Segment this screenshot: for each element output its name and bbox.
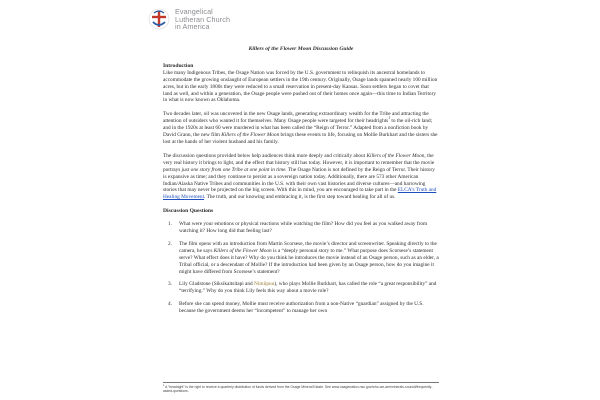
- question-item: [163, 281, 439, 295]
- emphasis-text: just one story from one Tribe at one point in time.: [181, 166, 287, 173]
- truth-healing-link[interactable]: ELCA’s Truth and Healing Movement: [163, 187, 437, 201]
- question-number: 4.: [168, 301, 172, 308]
- intro-paragraph-2: [163, 111, 439, 146]
- question-number: 3.: [168, 281, 172, 288]
- film-title: Killers of the Flower Moon: [213, 247, 272, 254]
- intro-p3-text-c: The Osage Nation is not defined by the Reign of Terror. Their history is expansive as time; and they continue to persist as a sovereign nation today. Additionally, there are 573 other American Indian/Alaska Native Tribes and communities in the U.S. with their own vast histories and diverse cultures—and harrowing stories that may never be projected on the big screen. With this in mind, you are encouraged to take part in the: [163, 166, 435, 194]
- intro-p3-text-d: . The truth, and our knowing and embracing it, is the first step toward healing for all of us.: [204, 194, 396, 201]
- elca-logo: [148, 8, 230, 31]
- question-text: ), who plays Mollie Burkhart, has called the role “a great responsibility” and “terrifying.” Why do you think Lily feels this way about a movie role?: [179, 281, 437, 295]
- question-text: The film opens with an introduction from Martin Scorsese, the movie’s director and screenwriter. Speaking directly to the camera, he says: [179, 240, 437, 254]
- intro-p2-text-b: to the oil-rich land; and in the 1920s at least 60 were murdered in what has been called the “Reign of Terror.” Adapted from a nonfiction book by David Grann, the new film: [163, 118, 433, 139]
- question-item: [163, 301, 439, 315]
- logo-line-3: in America: [175, 22, 210, 32]
- question-text: Lily Gladstone (Siksikaitsitapi and: [179, 281, 255, 288]
- tribe-name: Nimiipuu: [254, 281, 275, 288]
- intro-paragraph-1: Like many Indigenous Tribes, the Osage Nation was forced by the U.S. government to relinquish its ancestral homelands to accommodate the growing onslaught of European settlers in the 19th century. Originally, Osage lands spanned nearly 100 million acres, but in the early 1800s they were reduced to a small reservation in present-day Kansas. Soon settlers began to covet that land as well, and within a generation, the Osage people were pushed out of their homes once again—this time to Indian Territory in what is now known as Oklahoma.: [163, 69, 438, 104]
- question-text: is a “deeply personal story to me.” What purpose does Scorsese’s statement serve? What effect does it have? Why do you think he introduces the movie instead of an Osage person, such as an elder, a Tribal official, or a descendant of Mollie? If the introduction had been given by an Osage person, how do you imagine it might have differed from Scorsese’s statement?: [179, 247, 439, 275]
- document-body: [163, 46, 439, 321]
- footnote: [163, 382, 439, 394]
- question-text: Before she can spend money, Mollie must receive authorization from a non-Native “guardian” assigned by the U.S. because the government deems her “incompetent” to manage her own: [179, 301, 424, 315]
- footnote-number: 1: [163, 383, 165, 387]
- logo-line-2: Lutheran Church: [175, 14, 231, 24]
- question-item: [163, 241, 439, 276]
- intro-p2-text-a: Two decades later, oil was uncovered in the new Osage lands, generating extraordinary wealth for the Tribe and attracting the attention of outsiders who wanted it for themselves. Many Osage people were targeted for their headrights: [163, 111, 429, 125]
- introduction-heading: Introduction: [163, 62, 194, 69]
- film-title: Killers of the Flower Moon,: [366, 152, 426, 159]
- question-number: 1.: [168, 221, 172, 228]
- questions-list: [163, 221, 439, 315]
- logo-line-1: Evangelical: [175, 7, 213, 16]
- footnote-ref[interactable]: 1: [388, 116, 391, 121]
- footnote-text: A “headright” is the right to receive a quarterly distribution of funds derived from the Osage Mineral Estate. See www.osagenation-nsn.gov/who-we-are/minerals-council/frequently-asked-questions.: [163, 385, 433, 394]
- intro-p3-text-b: the very real history it brings to light, and the effect that history still has today. However, it is important to remember that the movie portrays: [163, 152, 435, 173]
- discussion-questions-heading: Discussion Questions: [163, 208, 214, 215]
- question-item: [163, 221, 439, 235]
- intro-p2-text-c: brings these events to life, focusing on Mollie Burkhart and the sisters she lost at the hands of her violent husband and his family.: [163, 132, 438, 145]
- elca-wordmark: [175, 8, 230, 31]
- question-number: 2.: [168, 240, 172, 247]
- intro-p3-text-a: The discussion questions provided below help audiences think more deeply and critically about: [163, 152, 367, 159]
- question-text: What were your emotions or physical reactions while watching the film? How did you feel as you walked away from watching it? How long did that feeling last?: [179, 221, 428, 235]
- intro-paragraph-3: [163, 153, 439, 201]
- film-title: Killers of the Flower Moon: [221, 132, 280, 139]
- document-title: Killers of the Flower Moon Discussion Guide: [248, 46, 354, 52]
- elca-cross-icon: [148, 8, 170, 30]
